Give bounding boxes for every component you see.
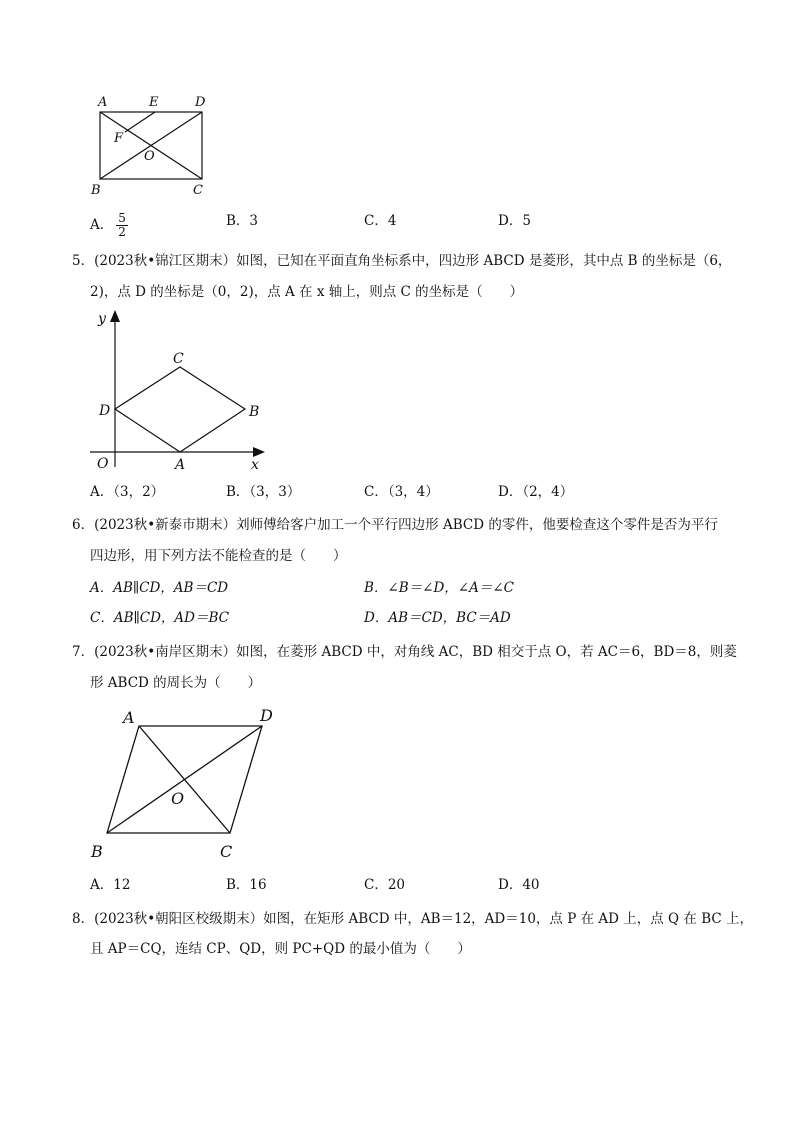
q5-option-c: C．（3，4） [364, 484, 439, 500]
q7-option-b: B．16 [226, 877, 267, 893]
q4-option-a [90, 212, 128, 239]
q8-stem-line2: 且 AP＝CQ，连结 CP、QD，则 PC+QD 的最小值为（ ） [90, 941, 471, 957]
q4-label-D: D [195, 95, 206, 110]
q7-label-C: C [220, 842, 233, 861]
q7-figure [85, 700, 285, 865]
q4-option-c: C．4 [364, 213, 397, 229]
q4-label-A: A [98, 95, 108, 110]
q6-stem-line2: 四边形，用下列方法不能检查的是（ ） [90, 548, 347, 564]
q5-label-C: C [173, 351, 184, 367]
q5-option-b: B．（3，3） [226, 484, 301, 500]
q5-label-A: A [175, 457, 186, 473]
q6-option-c: C．AB∥CD，AD＝BC [90, 610, 229, 626]
q7-stem-line1: 7．(2023秋•南岸区期末）如图，在菱形 ABCD 中，对角线 AC，BD 相交于点 O，若 AC＝6，BD＝8，则菱 [72, 644, 737, 660]
q7-option-c: C．20 [364, 877, 406, 893]
q7-label-B: B [91, 842, 103, 861]
q7-label-O: O [171, 789, 185, 808]
q7-option-d: D．40 [498, 877, 540, 893]
q5-stem-line2: 2)，点 D 的坐标是（0，2)，点 A 在 x 轴上，则点 C 的坐标是（ ） [90, 284, 524, 300]
q5-stem-line1: 5．(2023秋•锦江区期末）如图，已知在平面直角坐标系中，四边形 ABCD 是菱形，其中点 B 的坐标是（6， [72, 253, 732, 269]
q4-fraction [116, 212, 128, 239]
q8-stem-line1: 8．(2023秋•朝阳区校级期末）如图，在矩形 ABCD 中，AB＝12，AD＝10，点 P 在 AD 上，点 Q 在 BC 上， [72, 911, 753, 927]
q5-figure [85, 305, 275, 475]
q5-y-axis-arrow [110, 310, 120, 322]
q6-stem-line1: 6．(2023秋•新泰市期末）刘师傅给客户加工一个平行四边形 ABCD 的零件，他要检查这个零件是否为平行 [72, 517, 718, 533]
q4-option-d: D．5 [498, 213, 531, 229]
q7-label-A: A [123, 708, 135, 727]
q5-option-d: D．（2，4） [498, 484, 574, 500]
q5-label-O: O [97, 456, 109, 472]
q4-label-C: C [193, 183, 203, 198]
q4-label-E: E [149, 95, 159, 110]
q4-option-a-prefix: A． [90, 217, 114, 233]
q4-fraction-denominator: 2 [118, 225, 126, 239]
q4-label-O: O [144, 149, 155, 164]
q7-stem-line2: 形 ABCD 的周长为（ ） [90, 675, 262, 691]
q7-diagonal-bd [107, 726, 262, 833]
q4-figure [85, 90, 225, 200]
q5-label-y: y [98, 311, 106, 327]
q6-option-d: D．AB＝CD，BC＝AD [364, 610, 511, 626]
q5-label-x: x [251, 457, 259, 473]
q4-segment-ef [125, 112, 155, 132]
q7-option-a: A．12 [90, 877, 131, 893]
q4-option-b: B．3 [226, 213, 259, 229]
q5-option-a: A．（3，2） [90, 484, 165, 500]
q5-label-D: D [99, 403, 111, 419]
q6-option-a: A．AB∥CD，AB＝CD [90, 580, 229, 596]
q5-x-axis-arrow [253, 447, 265, 457]
q4-label-F: F [114, 131, 124, 146]
q6-option-b: B．∠B＝∠D，∠A＝∠C [364, 580, 514, 596]
q4-fraction-numerator: 5 [118, 211, 126, 225]
q4-label-B: B [91, 183, 101, 198]
q5-rhombus [115, 367, 245, 452]
q5-label-B: B [249, 404, 260, 420]
q7-label-D: D [260, 706, 273, 725]
